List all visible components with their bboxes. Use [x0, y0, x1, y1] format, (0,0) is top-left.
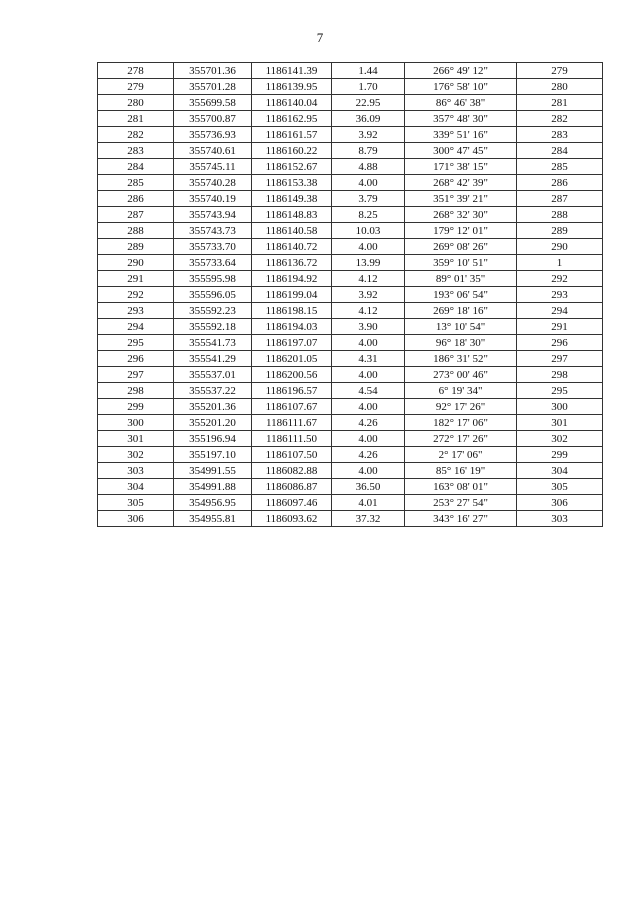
point-number-cell: 279: [98, 79, 174, 95]
table-row: [98, 239, 603, 255]
y-coordinate-cell: 1186111.50: [252, 431, 332, 447]
next-point-cell: 283: [517, 127, 603, 143]
next-point-cell: 300: [517, 399, 603, 415]
table-row: [98, 447, 603, 463]
distance-cell: 4.26: [332, 415, 405, 431]
table-row: [98, 511, 603, 527]
point-number-cell: 296: [98, 351, 174, 367]
bearing-cell: 186° 31' 52": [405, 351, 517, 367]
x-coordinate-cell: 355699.58: [174, 95, 252, 111]
table-row: [98, 175, 603, 191]
point-number-cell: 304: [98, 479, 174, 495]
distance-cell: 4.00: [332, 399, 405, 415]
y-coordinate-cell: 1186196.57: [252, 383, 332, 399]
bearing-cell: 357° 48' 30": [405, 111, 517, 127]
distance-cell: 22.95: [332, 95, 405, 111]
bearing-cell: 6° 19' 34": [405, 383, 517, 399]
table-row: [98, 95, 603, 111]
y-coordinate-cell: 1186093.62: [252, 511, 332, 527]
next-point-cell: 290: [517, 239, 603, 255]
next-point-cell: 304: [517, 463, 603, 479]
point-number-cell: 278: [98, 63, 174, 79]
distance-cell: 4.01: [332, 495, 405, 511]
point-number-cell: 298: [98, 383, 174, 399]
table-row: [98, 367, 603, 383]
bearing-cell: 163° 08' 01": [405, 479, 517, 495]
x-coordinate-cell: 355595.98: [174, 271, 252, 287]
y-coordinate-cell: 1186140.58: [252, 223, 332, 239]
bearing-cell: 86° 46' 38": [405, 95, 517, 111]
y-coordinate-cell: 1186194.92: [252, 271, 332, 287]
point-number-cell: 280: [98, 95, 174, 111]
bearing-cell: 343° 16' 27": [405, 511, 517, 527]
table-row: [98, 335, 603, 351]
table-row: [98, 127, 603, 143]
next-point-cell: 289: [517, 223, 603, 239]
x-coordinate-cell: 355196.94: [174, 431, 252, 447]
distance-cell: 4.00: [332, 239, 405, 255]
next-point-cell: 298: [517, 367, 603, 383]
bearing-cell: 85° 16' 19": [405, 463, 517, 479]
y-coordinate-cell: 1186160.22: [252, 143, 332, 159]
next-point-cell: 296: [517, 335, 603, 351]
y-coordinate-cell: 1186153.38: [252, 175, 332, 191]
x-coordinate-cell: 355743.94: [174, 207, 252, 223]
next-point-cell: 285: [517, 159, 603, 175]
next-point-cell: 305: [517, 479, 603, 495]
point-number-cell: 301: [98, 431, 174, 447]
x-coordinate-cell: 354991.88: [174, 479, 252, 495]
x-coordinate-cell: 355740.28: [174, 175, 252, 191]
distance-cell: 8.79: [332, 143, 405, 159]
table-row: [98, 479, 603, 495]
y-coordinate-cell: 1186107.50: [252, 447, 332, 463]
y-coordinate-cell: 1186198.15: [252, 303, 332, 319]
distance-cell: 3.90: [332, 319, 405, 335]
bearing-cell: 171° 38' 15": [405, 159, 517, 175]
table-row: [98, 255, 603, 271]
y-coordinate-cell: 1186082.88: [252, 463, 332, 479]
y-coordinate-cell: 1186201.05: [252, 351, 332, 367]
point-number-cell: 288: [98, 223, 174, 239]
next-point-cell: 284: [517, 143, 603, 159]
bearing-cell: 13° 10' 54": [405, 319, 517, 335]
next-point-cell: 281: [517, 95, 603, 111]
next-point-cell: 306: [517, 495, 603, 511]
bearing-cell: 268° 42' 39": [405, 175, 517, 191]
bearing-cell: 269° 18' 16": [405, 303, 517, 319]
table-row: [98, 463, 603, 479]
bearing-cell: 2° 17' 06": [405, 447, 517, 463]
next-point-cell: 294: [517, 303, 603, 319]
bearing-cell: 179° 12' 01": [405, 223, 517, 239]
next-point-cell: 1: [517, 255, 603, 271]
point-number-cell: 287: [98, 207, 174, 223]
bearing-cell: 359° 10' 51": [405, 255, 517, 271]
page-number: 7: [316, 30, 324, 45]
distance-cell: 4.00: [332, 431, 405, 447]
x-coordinate-cell: 355733.64: [174, 255, 252, 271]
x-coordinate-cell: 355592.18: [174, 319, 252, 335]
next-point-cell: 295: [517, 383, 603, 399]
y-coordinate-cell: 1186194.03: [252, 319, 332, 335]
point-number-cell: 294: [98, 319, 174, 335]
x-coordinate-cell: 354991.55: [174, 463, 252, 479]
bearing-cell: 266° 49' 12": [405, 63, 517, 79]
next-point-cell: 280: [517, 79, 603, 95]
table-row: [98, 287, 603, 303]
x-coordinate-cell: 355700.87: [174, 111, 252, 127]
y-coordinate-cell: 1186107.67: [252, 399, 332, 415]
table-row: [98, 159, 603, 175]
table-row: [98, 495, 603, 511]
next-point-cell: 302: [517, 431, 603, 447]
x-coordinate-cell: 355740.61: [174, 143, 252, 159]
bearing-cell: 268° 32' 30": [405, 207, 517, 223]
x-coordinate-cell: 355701.36: [174, 63, 252, 79]
distance-cell: 8.25: [332, 207, 405, 223]
distance-cell: 13.99: [332, 255, 405, 271]
y-coordinate-cell: 1186097.46: [252, 495, 332, 511]
bearing-cell: 92° 17' 26": [405, 399, 517, 415]
point-number-cell: 295: [98, 335, 174, 351]
coordinates-table: [97, 62, 603, 527]
x-coordinate-cell: 355733.70: [174, 239, 252, 255]
x-coordinate-cell: 355201.36: [174, 399, 252, 415]
point-number-cell: 297: [98, 367, 174, 383]
point-number-cell: 303: [98, 463, 174, 479]
x-coordinate-cell: 355743.73: [174, 223, 252, 239]
x-coordinate-cell: 355701.28: [174, 79, 252, 95]
y-coordinate-cell: 1186149.38: [252, 191, 332, 207]
x-coordinate-cell: 355537.01: [174, 367, 252, 383]
point-number-cell: 300: [98, 415, 174, 431]
y-coordinate-cell: 1186086.87: [252, 479, 332, 495]
bearing-cell: 351° 39' 21": [405, 191, 517, 207]
next-point-cell: 286: [517, 175, 603, 191]
table-row: [98, 399, 603, 415]
next-point-cell: 299: [517, 447, 603, 463]
point-number-cell: 299: [98, 399, 174, 415]
table-row: [98, 351, 603, 367]
x-coordinate-cell: 354956.95: [174, 495, 252, 511]
x-coordinate-cell: 355537.22: [174, 383, 252, 399]
distance-cell: 1.44: [332, 63, 405, 79]
next-point-cell: 293: [517, 287, 603, 303]
table-row: [98, 431, 603, 447]
y-coordinate-cell: 1186162.95: [252, 111, 332, 127]
distance-cell: 36.50: [332, 479, 405, 495]
y-coordinate-cell: 1186111.67: [252, 415, 332, 431]
point-number-cell: 289: [98, 239, 174, 255]
point-number-cell: 302: [98, 447, 174, 463]
table-row: [98, 111, 603, 127]
distance-cell: 4.12: [332, 271, 405, 287]
y-coordinate-cell: 1186152.67: [252, 159, 332, 175]
y-coordinate-cell: 1186140.72: [252, 239, 332, 255]
x-coordinate-cell: 355745.11: [174, 159, 252, 175]
point-number-cell: 292: [98, 287, 174, 303]
x-coordinate-cell: 355541.73: [174, 335, 252, 351]
point-number-cell: 281: [98, 111, 174, 127]
next-point-cell: 301: [517, 415, 603, 431]
next-point-cell: 297: [517, 351, 603, 367]
table-row: [98, 223, 603, 239]
y-coordinate-cell: 1186136.72: [252, 255, 332, 271]
distance-cell: 3.79: [332, 191, 405, 207]
table-row: [98, 319, 603, 335]
distance-cell: 3.92: [332, 127, 405, 143]
point-number-cell: 291: [98, 271, 174, 287]
bearing-cell: 253° 27' 54": [405, 495, 517, 511]
table-row: [98, 303, 603, 319]
distance-cell: 4.00: [332, 463, 405, 479]
point-number-cell: 290: [98, 255, 174, 271]
x-coordinate-cell: 355596.05: [174, 287, 252, 303]
next-point-cell: 287: [517, 191, 603, 207]
x-coordinate-cell: 355201.20: [174, 415, 252, 431]
bearing-cell: 273° 00' 46": [405, 367, 517, 383]
bearing-cell: 269° 08' 26": [405, 239, 517, 255]
distance-cell: 4.31: [332, 351, 405, 367]
table-body: [98, 63, 603, 527]
distance-cell: 36.09: [332, 111, 405, 127]
point-number-cell: 306: [98, 511, 174, 527]
table-row: [98, 191, 603, 207]
point-number-cell: 284: [98, 159, 174, 175]
point-number-cell: 305: [98, 495, 174, 511]
next-point-cell: 291: [517, 319, 603, 335]
distance-cell: 4.00: [332, 335, 405, 351]
y-coordinate-cell: 1186161.57: [252, 127, 332, 143]
x-coordinate-cell: 355197.10: [174, 447, 252, 463]
y-coordinate-cell: 1186139.95: [252, 79, 332, 95]
bearing-cell: 339° 51' 16": [405, 127, 517, 143]
bearing-cell: 193° 06' 54": [405, 287, 517, 303]
x-coordinate-cell: 355736.93: [174, 127, 252, 143]
distance-cell: 37.32: [332, 511, 405, 527]
distance-cell: 3.92: [332, 287, 405, 303]
y-coordinate-cell: 1186200.56: [252, 367, 332, 383]
y-coordinate-cell: 1186140.04: [252, 95, 332, 111]
table-row: [98, 415, 603, 431]
distance-cell: 4.00: [332, 367, 405, 383]
bearing-cell: 176° 58' 10": [405, 79, 517, 95]
table-row: [98, 143, 603, 159]
table-row: [98, 271, 603, 287]
y-coordinate-cell: 1186148.83: [252, 207, 332, 223]
distance-cell: 1.70: [332, 79, 405, 95]
bearing-cell: 272° 17' 26": [405, 431, 517, 447]
point-number-cell: 283: [98, 143, 174, 159]
distance-cell: 4.12: [332, 303, 405, 319]
bearing-cell: 89° 01' 35": [405, 271, 517, 287]
table-row: [98, 79, 603, 95]
x-coordinate-cell: 355740.19: [174, 191, 252, 207]
next-point-cell: 292: [517, 271, 603, 287]
distance-cell: 10.03: [332, 223, 405, 239]
point-number-cell: 282: [98, 127, 174, 143]
bearing-cell: 300° 47' 45": [405, 143, 517, 159]
y-coordinate-cell: 1186141.39: [252, 63, 332, 79]
next-point-cell: 282: [517, 111, 603, 127]
next-point-cell: 279: [517, 63, 603, 79]
x-coordinate-cell: 355541.29: [174, 351, 252, 367]
table-row: [98, 207, 603, 223]
distance-cell: 4.00: [332, 175, 405, 191]
distance-cell: 4.26: [332, 447, 405, 463]
x-coordinate-cell: 354955.81: [174, 511, 252, 527]
point-number-cell: 285: [98, 175, 174, 191]
y-coordinate-cell: 1186197.07: [252, 335, 332, 351]
point-number-cell: 293: [98, 303, 174, 319]
next-point-cell: 288: [517, 207, 603, 223]
distance-cell: 4.88: [332, 159, 405, 175]
bearing-cell: 96° 18' 30": [405, 335, 517, 351]
table-row: [98, 383, 603, 399]
distance-cell: 4.54: [332, 383, 405, 399]
next-point-cell: 303: [517, 511, 603, 527]
point-number-cell: 286: [98, 191, 174, 207]
table-row: [98, 63, 603, 79]
x-coordinate-cell: 355592.23: [174, 303, 252, 319]
y-coordinate-cell: 1186199.04: [252, 287, 332, 303]
bearing-cell: 182° 17' 06": [405, 415, 517, 431]
